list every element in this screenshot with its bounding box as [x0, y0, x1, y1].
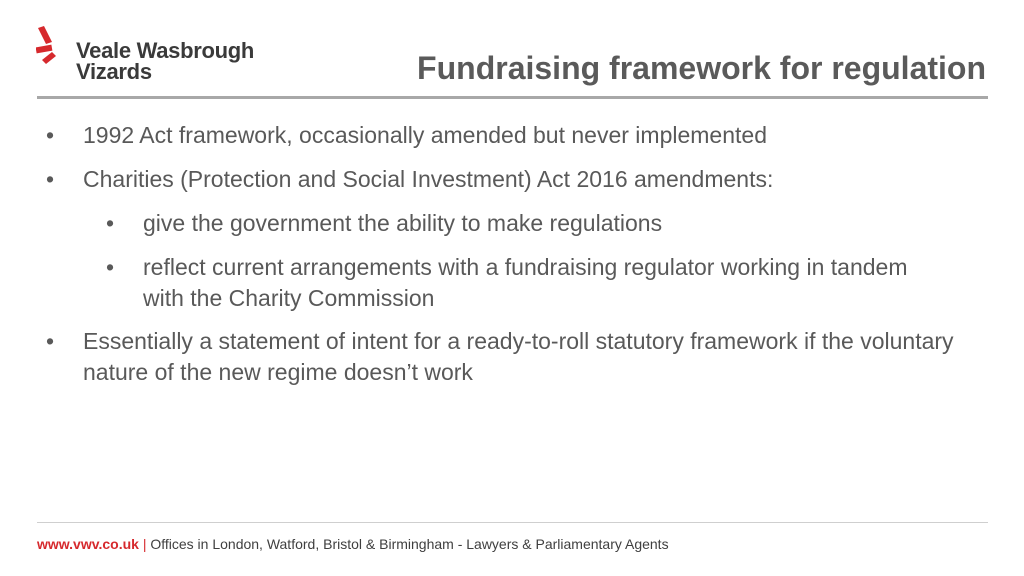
- bullet-marker: •: [46, 166, 55, 192]
- bullet-marker: •: [46, 328, 55, 354]
- company-logo: [36, 26, 266, 86]
- bullet-text: give the government the ability to make regulations: [143, 210, 663, 236]
- bullet-marker: •: [46, 122, 55, 148]
- logo-line-2: Vizards: [76, 59, 152, 84]
- footer: [37, 536, 669, 552]
- bullet-text: reflect current arrangements with a fundraising regulator working in tandem with the Charity Commission: [143, 254, 908, 311]
- bullet-text: 1992 Act framework, occasionally amended but never implemented: [83, 122, 767, 148]
- bullet-text: Essentially a statement of intent for a ready-to-roll statutory framework if the voluntary nature of the new regime doesn’t work: [83, 328, 954, 385]
- slide-title: Fundraising framework for regulation: [417, 50, 986, 86]
- footer-divider: [37, 522, 988, 523]
- logo-line-1: Veale Wasbrough: [76, 38, 255, 63]
- chevron-marks-icon: [36, 26, 72, 66]
- logo-wordmark: [76, 40, 254, 82]
- footer-text: Offices in London, Watford, Bristol & Birmingham - Lawyers & Parliamentary Agents: [150, 536, 669, 552]
- title-divider: [37, 96, 988, 99]
- bullet-marker: •: [106, 210, 115, 236]
- footer-separator: |: [142, 536, 147, 552]
- bullet-marker: •: [106, 254, 115, 280]
- website-link[interactable]: www.vwv.co.uk: [37, 536, 139, 552]
- bullet-text: Charities (Protection and Social Investment) Act 2016 amendments:: [83, 166, 774, 192]
